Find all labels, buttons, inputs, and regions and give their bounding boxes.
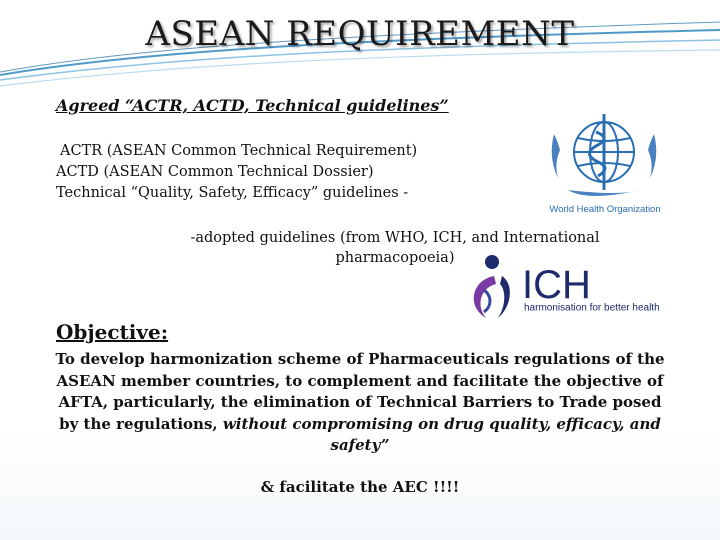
agreed-subheading: Agreed “ACTR, ACTD, Technical guidelines”: [56, 96, 449, 115]
requirement-guidelines: Technical “Quality, Safety, Efficacy” guidelines -: [56, 185, 409, 201]
slide-title: ASEAN REQUIREMENT: [145, 14, 575, 54]
closing-statement: & facilitate the AEC !!!!: [260, 478, 460, 496]
ich-wordmark: ICH: [522, 263, 591, 307]
objective-paragraph: [54, 349, 666, 457]
requirement-actd: ACTD (ASEAN Common Technical Dossier): [56, 164, 374, 180]
adopted-guidelines-note: -adopted guidelines (from WHO, ICH, and International pharmacopoeia): [190, 230, 600, 266]
who-logo: [538, 108, 672, 220]
ich-logo: [462, 250, 674, 324]
objective-text-emphasis: without compromising on drug quality, efficacy, and safety”: [222, 414, 661, 454]
ich-tagline: harmonisation for better health: [524, 302, 660, 314]
who-caption: World Health Organization: [549, 204, 661, 215]
objective-heading: Objective:: [56, 320, 169, 344]
ich-emblem-icon: [462, 250, 674, 324]
objective-text-main: To develop harmonization scheme of Pharmaceuticals regulations of the ASEAN member countries, to complement and facilitate the objective of AFTA, particularly, the elimination of Technical Barriers to Trade posed by the regulations,: [55, 350, 665, 433]
requirement-actr: ACTR (ASEAN Common Technical Requirement): [60, 143, 418, 159]
who-emblem-icon: [538, 108, 672, 220]
